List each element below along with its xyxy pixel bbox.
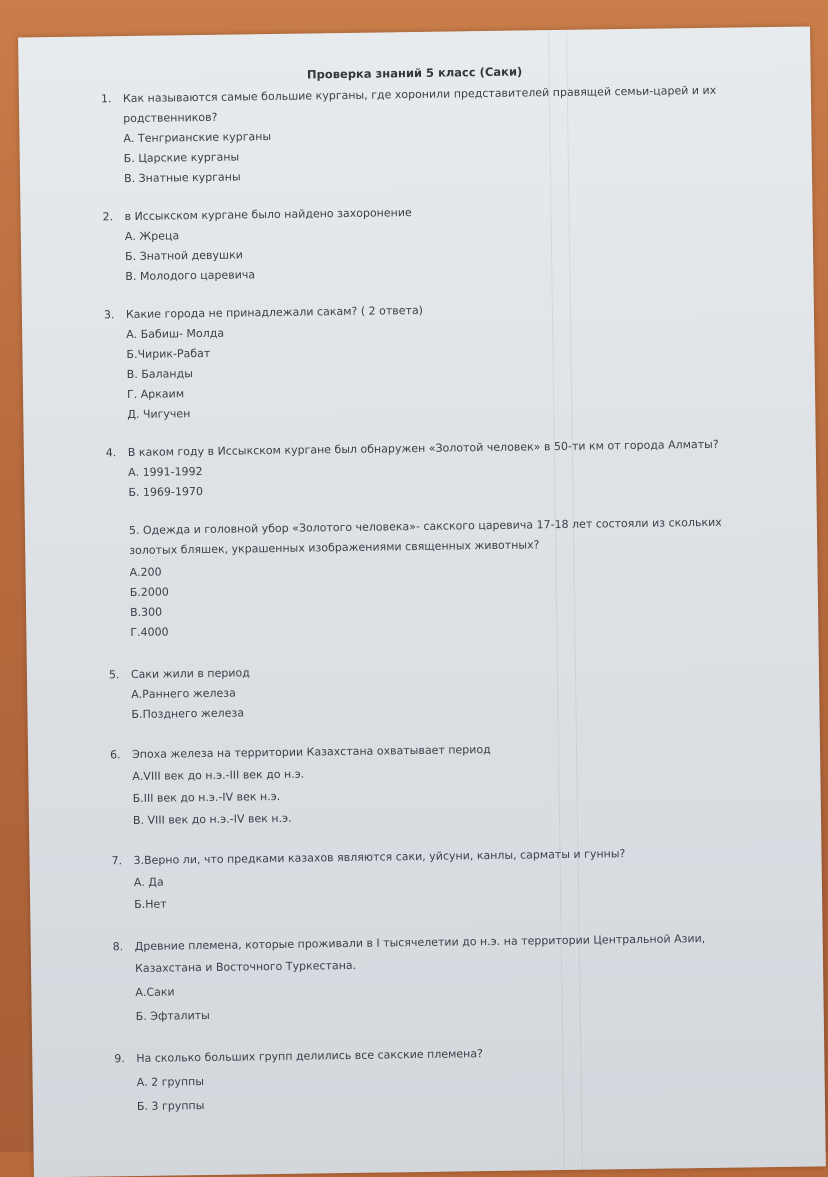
question-9-line-1 <box>114 1047 483 1066</box>
answer-option: В. Молодого царевича <box>125 268 255 284</box>
answer-option: А. Да <box>134 876 164 890</box>
answer-option: В. Баланды <box>127 367 193 382</box>
question-text: В каком году в Иссыкском кургане был обнаружен «Золотой человек» в 50-ти км от города Алматы? <box>128 438 719 459</box>
answer-option: Б.2000 <box>130 585 169 600</box>
question-text: в Иссыкском кургане было найдено захоронение <box>124 206 411 223</box>
question-5a-line-1: 5. Одежда и головной убор «Золотого человека»- сакского царевича 17-18 лет состояли из скольких <box>129 516 722 538</box>
answer-option: Б. Знатной девушки <box>125 248 243 264</box>
answer-option: Б. Царские курганы <box>124 150 240 166</box>
question-8-line-1 <box>113 932 706 954</box>
paper-fold-line <box>548 30 565 1170</box>
question-text: Эпоха железа на территории Казахстана охватывает период <box>132 743 491 761</box>
answer-option: В. Знатные курганы <box>124 170 241 186</box>
answer-option: В. VIII век до н.э.-IV век н.э. <box>133 812 292 828</box>
question-2-line-1 <box>102 206 411 224</box>
answer-option: А. Тенгрианские курганы <box>123 130 271 146</box>
question-text: Какие города не принадлежали сакам? ( 2 ответа) <box>126 304 423 321</box>
question-number: 9. <box>114 1052 136 1066</box>
question-number: 3. <box>104 308 126 322</box>
answer-option: А.Саки <box>135 985 174 1000</box>
worksheet-title: Проверка знаний 5 класс (Саки) <box>19 60 811 85</box>
answer-option: Б. Эфталиты <box>136 1009 210 1024</box>
answer-option: Б.Нет <box>134 898 167 912</box>
question-6-line-1 <box>110 743 491 762</box>
question-text: Древние племена, которые проживали в I тысячелетии до н.э. на территории Центральной Азии, <box>135 932 706 953</box>
question-3-line-1 <box>104 304 423 322</box>
answer-option: Б.III век до н.э.-IV век н.э. <box>133 790 281 806</box>
question-1-line-2: родственников? <box>123 111 217 126</box>
question-number: 7. <box>111 854 133 868</box>
question-number: 2. <box>102 210 124 224</box>
answer-option: Г. Аркаим <box>127 387 184 402</box>
question-5-line-1 <box>109 666 250 682</box>
answer-option: Б.Чирик-Рабат <box>126 347 210 362</box>
question-8-line-2: Казахстана и Восточного Туркестана. <box>135 959 356 976</box>
question-text: Саки жили в период <box>131 666 250 681</box>
answer-option: А. Жреца <box>125 229 180 244</box>
answer-option: Б. 1969-1970 <box>128 485 203 500</box>
answer-option: А. 2 группы <box>137 1075 205 1090</box>
question-number: 6. <box>110 748 132 762</box>
question-4-line-1 <box>106 438 719 461</box>
question-text: На сколько больших групп делились все сакские племена? <box>136 1047 483 1065</box>
answer-option: А.VIII век до н.э.-III век до н.э. <box>132 768 304 784</box>
question-7-line-1 <box>111 847 625 868</box>
answer-option: А.200 <box>129 566 161 580</box>
answer-option: Г.4000 <box>130 625 168 640</box>
question-number: 8. <box>113 940 135 954</box>
answer-option: А.Раннего железа <box>131 687 236 702</box>
answer-option: Б. 3 группы <box>137 1099 205 1114</box>
question-1-line-1 <box>101 84 716 107</box>
question-number: 5. <box>109 668 131 682</box>
question-text: Как называются самые большие курганы, где хоронили представителей правящей семьи-царей и их <box>123 84 716 105</box>
answer-option: В.300 <box>130 606 162 620</box>
question-number: 4. <box>106 446 128 460</box>
question-number: 1. <box>101 92 123 106</box>
paper-fold-line <box>566 30 583 1170</box>
question-text: 3.Верно ли, что предками казахов являются саки, уйсуни, канлы, сарматы и гунны? <box>133 847 625 867</box>
worksheet-paper <box>18 26 826 1177</box>
question-5a-line-2: золотых бляшек, украшенных изображениями священных животных? <box>129 538 539 558</box>
answer-option: Б.Позднего железа <box>131 706 244 722</box>
answer-option: А. Бабиш- Молда <box>126 327 224 342</box>
answer-option: Д. Чигучен <box>127 407 190 422</box>
answer-option: А. 1991-1992 <box>128 465 203 480</box>
